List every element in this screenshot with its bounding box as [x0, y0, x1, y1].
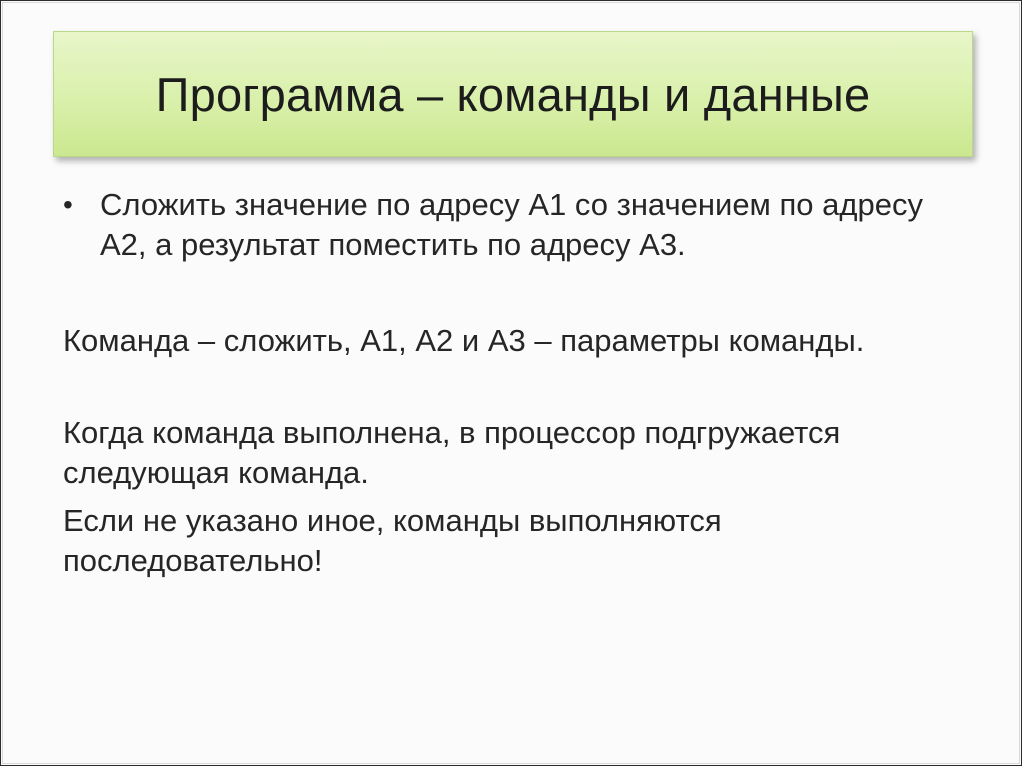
bullet-dot-icon: • [63, 189, 73, 220]
slide-content [63, 185, 963, 581]
slide-title: Программа – команды и данные [155, 67, 871, 121]
title-box [53, 31, 973, 157]
paragraph-command-params: Команда – сложить, А1, А2 и А3 – параметры команды. [63, 323, 865, 358]
paragraph-next-command: Когда команда выполнена, в процессор подгружается следующая команда. [63, 415, 841, 490]
paragraph-sequential: Если не указано иное, команды выполняются последовательно! [63, 503, 722, 578]
bullet-text: Сложить значение по адресу А1 со значением по адресу А2, а результат поместить по адресу А3. [100, 187, 923, 262]
bullet-item [63, 185, 963, 265]
